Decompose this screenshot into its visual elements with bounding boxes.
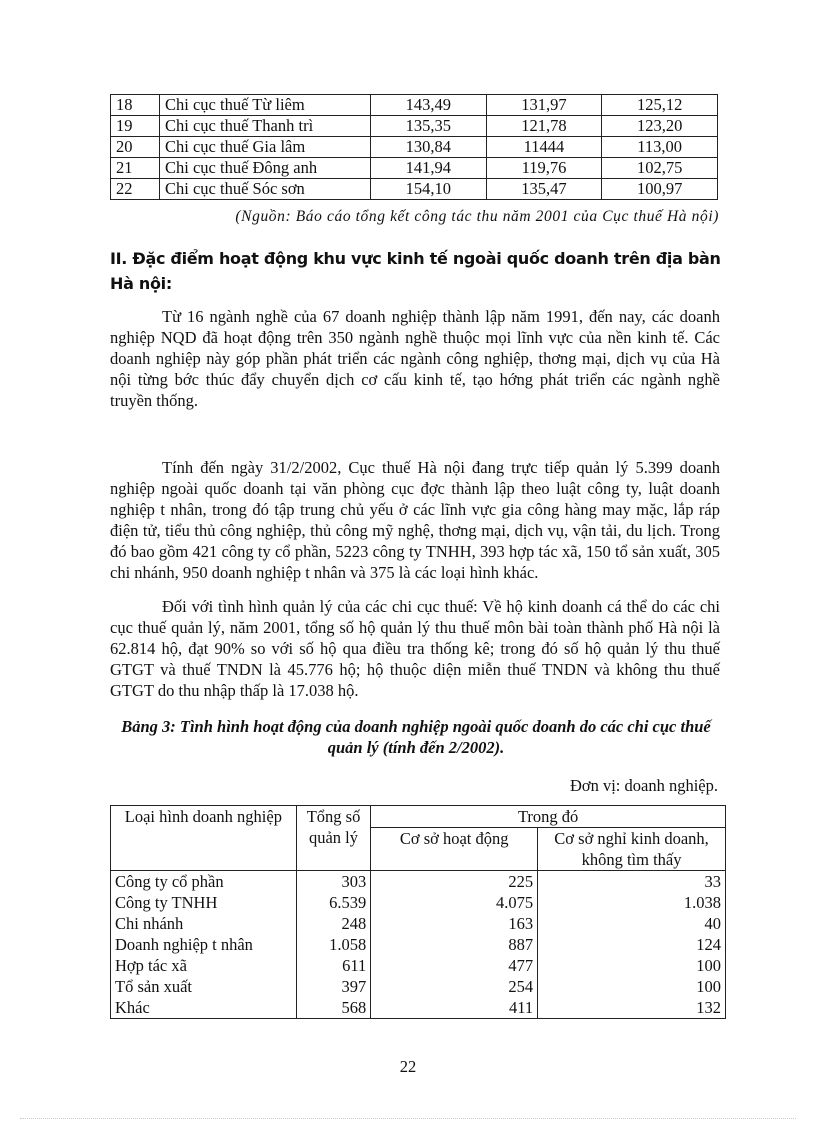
value-1: 154,10 — [371, 179, 487, 200]
table-row — [111, 116, 718, 137]
row-number: 22 — [111, 179, 160, 200]
active-count: 225 — [371, 871, 538, 893]
active-count: 254 — [371, 976, 538, 997]
closed-count: 100 — [538, 955, 726, 976]
table-row — [111, 137, 718, 158]
enterprise-type: Khác — [111, 997, 297, 1019]
table-row — [111, 976, 726, 997]
value-1: 141,94 — [371, 158, 487, 179]
value-2: 131,97 — [486, 95, 602, 116]
value-1: 130,84 — [371, 137, 487, 158]
enterprise-type: Hợp tác xã — [111, 955, 297, 976]
value-3: 123,20 — [602, 116, 718, 137]
paragraph-3: Đối với tình hình quản lý của các chi cục thuế: Về hộ kinh doanh cá thể do các chi cục thuế quản lý, năm 2001, tổng số hộ quản lý thu thuế môn bài toàn thành phố Hà nội là 62.814 hộ, đạt 90% so với số hộ qua điều tra thống kê; trong đó số hộ quản lý thu thuế GTGT và thuế TNDN là 45.776 hộ; hộ thuộc diện miễn thuế TNDN và không thu thuế GTGT do thu nhập thấp là 17.038 hộ. — [110, 597, 720, 700]
value-3: 113,00 — [602, 137, 718, 158]
closed-count: 40 — [538, 913, 726, 934]
value-3: 102,75 — [602, 158, 718, 179]
section-heading: II. Đặc điểm hoạt động khu vực kinh tế ngoài quốc doanh trên địa bàn Hà nội: — [110, 249, 721, 293]
value-2: 121,78 — [486, 116, 602, 137]
tax-branch-table — [110, 94, 718, 200]
active-count: 411 — [371, 997, 538, 1019]
table-source-note: (Nguồn: Báo cáo tổng kết công tác thu năm 2001 của Cục thuế Hà nội) — [235, 208, 719, 225]
closed-count: 132 — [538, 997, 726, 1019]
row-number: 18 — [111, 95, 160, 116]
row-number: 21 — [111, 158, 160, 179]
active-count: 163 — [371, 913, 538, 934]
active-count: 4.075 — [371, 892, 538, 913]
branch-name: Chi cục thuế Thanh trì — [160, 116, 371, 137]
enterprise-type: Công ty TNHH — [111, 892, 297, 913]
table-row — [111, 95, 718, 116]
active-count: 887 — [371, 934, 538, 955]
total-managed: 6.539 — [296, 892, 371, 913]
value-3: 125,12 — [602, 95, 718, 116]
value-1: 143,49 — [371, 95, 487, 116]
header-active: Cơ sở hoạt động — [371, 828, 538, 871]
table-row — [111, 934, 726, 955]
closed-count: 124 — [538, 934, 726, 955]
page-number: 22 — [399, 1057, 417, 1076]
value-2: 119,76 — [486, 158, 602, 179]
enterprise-type: Công ty cổ phần — [111, 871, 297, 893]
closed-count: 1.038 — [538, 892, 726, 913]
table-row — [111, 871, 726, 893]
table-3-caption: Bảng 3: Tình hình hoạt động của doanh nghiệp ngoài quốc doanh do các chi cục thuế quản lý (tính đến 2/2002). — [121, 717, 711, 757]
total-managed: 248 — [296, 913, 371, 934]
header-closed: Cơ sở nghỉ kinh doanh, không tìm thấy — [538, 828, 726, 871]
paragraph-2: Tính đến ngày 31/2/2002, Cục thuế Hà nội đang trực tiếp quản lý 5.399 doanh nghiệp ngoài quốc doanh tại văn phòng cục đợc thành lập theo luật công ty, luật doanh nghiệp t nhân, trong đó tập trung chủ yếu ở các lĩnh vực gia công hàng may mặc, lắp ráp điện tử, tiểu thủ công nghiệp, thủ công mỹ nghệ, thơng mại, dịch vụ, vận tải, du lịch. Trong đó bao gồm 421 công ty cổ phần, 5223 công ty TNHH, 393 hợp tác xã, 150 tổ sản xuất, 305 chi nhánh, 950 doanh nghiệp t nhân và 375 là các loại hình khác. — [110, 458, 720, 582]
header-group: Trong đó — [371, 806, 726, 828]
table-row — [111, 913, 726, 934]
closed-count: 33 — [538, 871, 726, 893]
enterprise-type: Doanh nghiệp t nhân — [111, 934, 297, 955]
header-total: Tổng số quản lý — [296, 806, 371, 871]
enterprise-type: Chi nhánh — [111, 913, 297, 934]
enterprise-status-table — [110, 805, 726, 1019]
branch-name: Chi cục thuế Sóc sơn — [160, 179, 371, 200]
table-row — [111, 997, 726, 1019]
table-3-unit: Đơn vị: doanh nghiệp. — [569, 776, 718, 795]
paragraph-1: Từ 16 ngành nghề của 67 doanh nghiệp thành lập năm 1991, đến nay, các doanh nghiệp NQD đã hoạt động trên 350 ngành nghề thuộc mọi lĩnh vực của nền kinh tế. Các doanh nghiệp này góp phần phát triển các ngành công nghiệp, thơng mại, dịch vụ của Hà nội từng bớc thúc đẩy chuyển dịch cơ cấu kinh tế, tạo hớng phát triển các ngành nghề truyền thống. — [110, 307, 720, 410]
branch-name: Chi cục thuế Đông anh — [160, 158, 371, 179]
row-number: 20 — [111, 137, 160, 158]
branch-name: Chi cục thuế Từ liêm — [160, 95, 371, 116]
header-type: Loại hình doanh nghiệp — [111, 806, 297, 871]
enterprise-type: Tổ sản xuất — [111, 976, 297, 997]
table-row — [111, 892, 726, 913]
total-managed: 303 — [296, 871, 371, 893]
value-3: 100,97 — [602, 179, 718, 200]
value-1: 135,35 — [371, 116, 487, 137]
table-row — [111, 158, 718, 179]
value-2: 11444 — [486, 137, 602, 158]
total-managed: 611 — [296, 955, 371, 976]
table-row — [111, 179, 718, 200]
total-managed: 568 — [296, 997, 371, 1019]
branch-name: Chi cục thuế Gia lâm — [160, 137, 371, 158]
row-number: 19 — [111, 116, 160, 137]
footer-divider — [20, 1118, 796, 1119]
closed-count: 100 — [538, 976, 726, 997]
table-row — [111, 955, 726, 976]
active-count: 477 — [371, 955, 538, 976]
value-2: 135,47 — [486, 179, 602, 200]
total-managed: 397 — [296, 976, 371, 997]
total-managed: 1.058 — [296, 934, 371, 955]
